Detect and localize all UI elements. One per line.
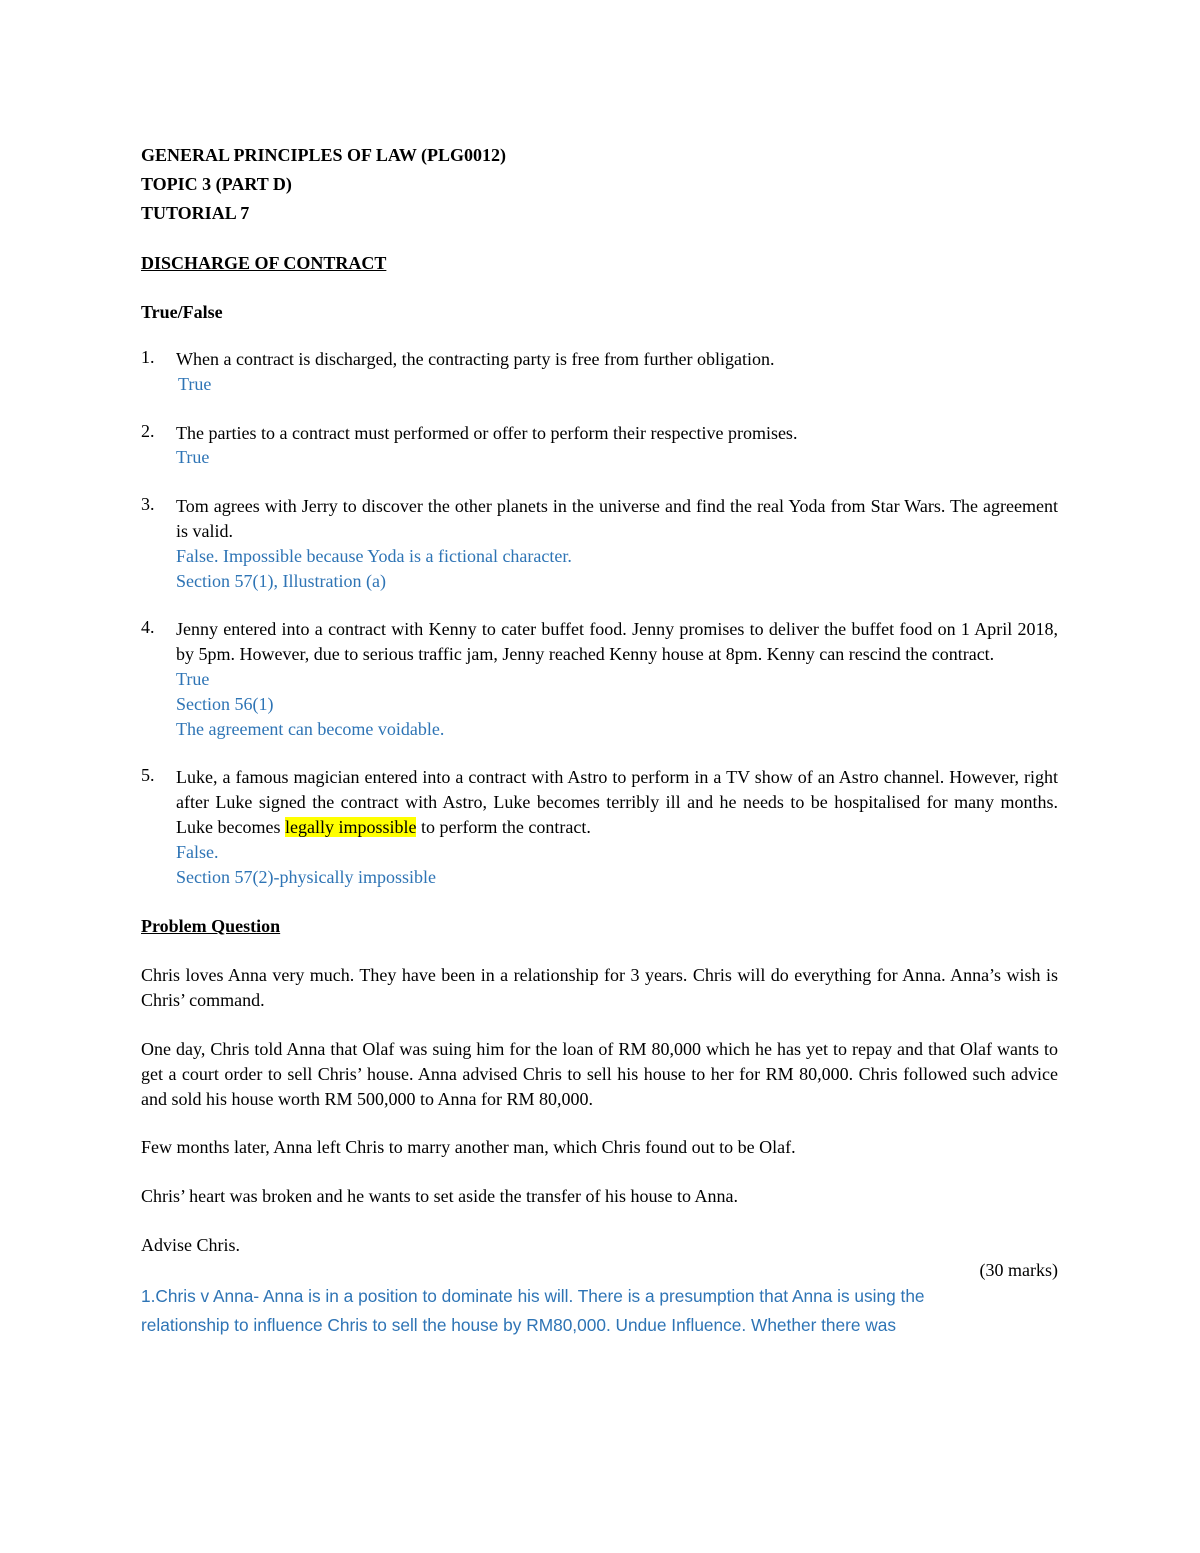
- list-item: [141, 494, 1058, 593]
- course-title: GENERAL PRINCIPLES OF LAW (PLG0012): [141, 145, 507, 165]
- item-number: 5.: [141, 765, 155, 786]
- item-number: 2.: [141, 420, 155, 441]
- list-item: [141, 617, 1058, 741]
- list-item: [141, 421, 1058, 471]
- question-text: The parties to a contract must performed or offer to perform their respective promises.: [176, 422, 798, 443]
- question-text-end: to perform the contract.: [416, 816, 591, 837]
- question-text: Tom agrees with Jerry to discover the other planets in the universe and find the real Yoda from Star Wars. The agreement is valid.: [176, 496, 1058, 541]
- question-text-start: Luke, a famous magician entered into a contract with Astro to perform in a TV show of an Astro channel. However, right after Luke signed the contract with Astro, Luke becomes terribly ill and he needs to be hospitalised for many months. Luke becomes: [176, 767, 1058, 837]
- answer-text: True: [178, 373, 212, 394]
- problem-paragraph: Advise Chris.: [141, 1234, 240, 1255]
- answer-text: False. Impossible because Yoda is a fictional character.: [176, 545, 572, 566]
- true-false-heading: True/False: [141, 302, 223, 322]
- list-item: [141, 765, 1058, 889]
- question-text: [176, 765, 1058, 839]
- problem-paragraph: Chris’ heart was broken and he wants to set aside the transfer of his house to Anna.: [141, 1186, 739, 1207]
- problem-paragraph: Few months later, Anna left Chris to marry another man, which Chris found out to be Olaf.: [141, 1137, 796, 1158]
- item-number: 1.: [141, 347, 155, 367]
- question-text: When a contract is discharged, the contracting party is free from further obligation.: [176, 349, 775, 369]
- marks-label: (30 marks): [979, 1259, 1058, 1280]
- problem-paragraph: Chris loves Anna very much. They have been in a relationship for 3 years. Chris will do everything for Anna. Anna’s wish is Chris’ command.: [141, 965, 1058, 1011]
- list-item: [141, 347, 1058, 397]
- problem-question-heading: Problem Question: [141, 916, 281, 937]
- section-title: DISCHARGE OF CONTRACT: [141, 253, 387, 273]
- problem-paragraph: One day, Chris told Anna that Olaf was suing him for the loan of RM 80,000 which he has yet to repay and that Olaf wants to get a court order to sell Chris’ house. Anna advised Chris to sell his house to her for RM 80,000. Chris followed such advice and sold his house worth RM 500,000 to Anna for RM 80,000.: [141, 1038, 1058, 1109]
- answer-text: Section 57(2)-physically impossible: [176, 866, 436, 887]
- answer-line: 1.Chris v Anna- Anna is in a position to dominate his will. There is a presumption that Anna is using the: [141, 1285, 925, 1306]
- answer-line: relationship to influence Chris to sell the house by RM80,000. Undue Influence. Whether there was: [141, 1314, 897, 1335]
- item-number: 3.: [141, 494, 155, 515]
- answer-text: Section 57(1), Illustration (a): [176, 570, 386, 591]
- answer-text: False.: [176, 841, 219, 862]
- question-text: Jenny entered into a contract with Kenny to cater buffet food. Jenny promises to deliver the buffet food on 1 April 2018, by 5pm. However, due to serious traffic jam, Jenny reached Kenny house at 8pm. Kenny can rescind the contract.: [176, 619, 1058, 665]
- topic-title: TOPIC 3 (PART D): [141, 174, 292, 194]
- true-false-list: [141, 347, 1058, 889]
- answer-text: True: [176, 447, 210, 468]
- item-number: 4.: [141, 617, 155, 638]
- tutorial-title: TUTORIAL 7: [141, 203, 250, 223]
- answer-text: True: [176, 668, 210, 689]
- highlighted-text: legally impossible: [284, 816, 417, 837]
- answer-text: The agreement can become voidable.: [176, 718, 445, 739]
- answer-text: Section 56(1): [176, 693, 274, 714]
